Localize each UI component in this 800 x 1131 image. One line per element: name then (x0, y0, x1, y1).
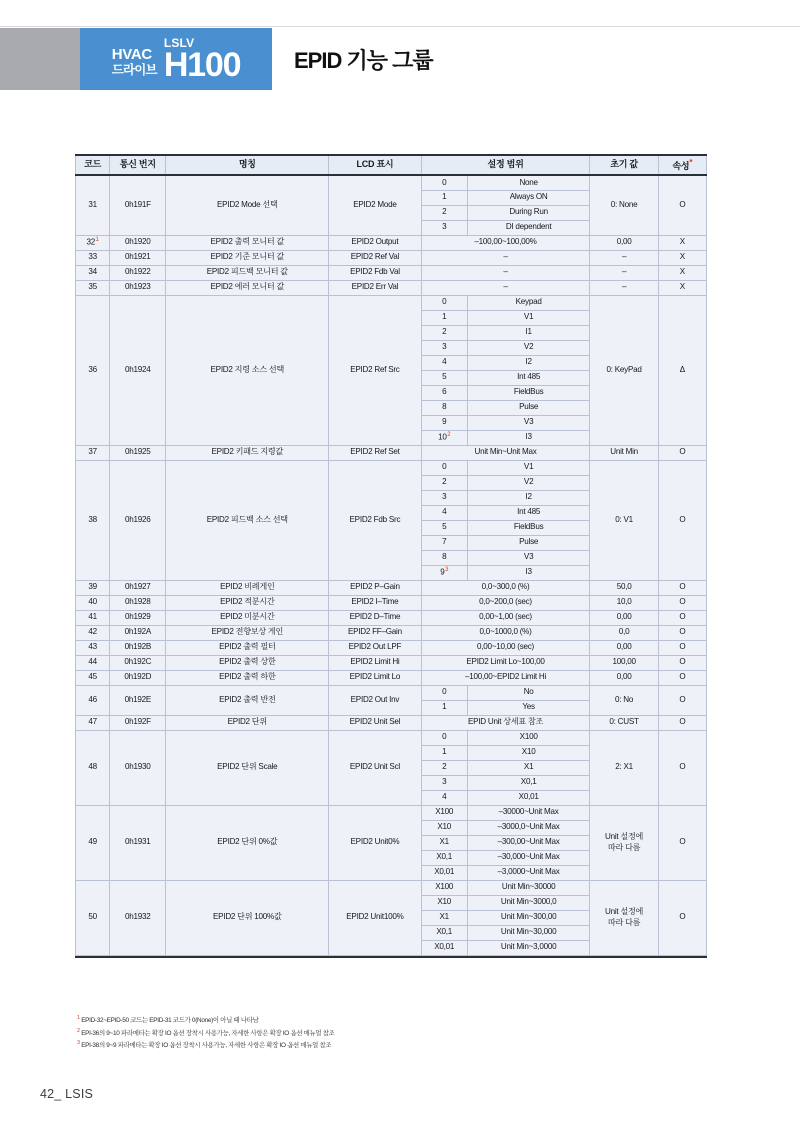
attribute-header-text: 속성 (672, 160, 690, 171)
cell-setting-range: – (421, 265, 590, 280)
cell-comm-address: 0h192E (110, 685, 166, 715)
cell-name: EPID2 피드백 소스 선택 (166, 460, 329, 580)
cell-comm-address: 0h1929 (110, 610, 166, 625)
cell-attribute: O (658, 670, 706, 685)
cell-attribute: X (658, 250, 706, 265)
cell-initial-value: 0,00 (590, 610, 658, 625)
cell-comm-address: 0h1924 (110, 295, 166, 445)
column-header-initial-value: 초기 값 (590, 155, 658, 175)
page-header (0, 28, 800, 90)
table-row (76, 880, 707, 895)
cell-initial-value: – (590, 280, 658, 295)
cell-comm-address: 0h1930 (110, 730, 166, 805)
table-row (76, 280, 707, 295)
cell-comm-address: 0h192A (110, 625, 166, 640)
cell-option-value: –300,00~Unit Max (467, 835, 590, 850)
table-row (76, 580, 707, 595)
cell-code: 40 (76, 595, 110, 610)
cell-comm-address: 0h192D (110, 670, 166, 685)
cell-code: $32^1$ (76, 235, 110, 250)
cell-name: EPID2 비례게인 (166, 580, 329, 595)
cell-option-value: X10 (467, 745, 590, 760)
cell-option-number: $10^2$ (421, 430, 467, 445)
cell-option-value: V2 (467, 475, 590, 490)
cell-initial-value: 0: V1 (590, 460, 658, 580)
cell-initial-value: 0: None (590, 175, 658, 235)
cell-comm-address: 0h1932 (110, 880, 166, 955)
cell-setting-range: 0,00~1,00 (sec) (421, 610, 590, 625)
cell-initial-value: 0,0 (590, 625, 658, 640)
footnote-superscript: 3 (445, 567, 449, 574)
cell-initial-value: Unit 설정에 따라 다름 (590, 880, 658, 955)
cell-option-value: No (467, 685, 590, 700)
column-header-name: 명칭 (166, 155, 329, 175)
cell-lcd-display: EPID2 Out LPF (329, 640, 421, 655)
cell-attribute: O (658, 685, 706, 715)
spec-table-container (75, 154, 707, 958)
cell-option-number: 3 (421, 220, 467, 235)
cell-option-number: 2 (421, 760, 467, 775)
table-row (76, 730, 707, 745)
cell-option-value: Unit Min~30,000 (467, 925, 590, 940)
cell-option-value: Unit Min~30000 (467, 880, 590, 895)
cell-setting-range: –100,00~100,00% (421, 235, 590, 250)
column-header-attribute (658, 155, 706, 175)
cell-setting-range: 0,0~200,0 (sec) (421, 595, 590, 610)
cell-option-value: FieldBus (467, 385, 590, 400)
cell-option-number: 3 (421, 340, 467, 355)
footnote-item (77, 1027, 717, 1040)
footnote-superscript: 2 (447, 432, 451, 439)
cell-attribute: O (658, 805, 706, 880)
cell-code: 38 (76, 460, 110, 580)
cell-name: EPID2 Mode 선택 (166, 175, 329, 235)
cell-option-number: X10 (421, 820, 467, 835)
cell-option-number: X0,1 (421, 925, 467, 940)
page-title: EPID 기능 그룹 (294, 47, 433, 73)
cell-option-number: 0 (421, 295, 467, 310)
cell-option-value: During Run (467, 205, 590, 220)
cell-option-number: X10 (421, 895, 467, 910)
table-body (76, 175, 707, 955)
header-top-rule (0, 26, 800, 27)
cell-attribute: O (658, 580, 706, 595)
cell-comm-address: 0h191F (110, 175, 166, 235)
header-gray-tab (0, 28, 80, 90)
footnote-item (77, 1014, 717, 1027)
cell-code: 33 (76, 250, 110, 265)
cell-option-number: 0 (421, 175, 467, 190)
cell-attribute: O (658, 595, 706, 610)
footnote-marker: 1 (77, 1015, 80, 1021)
cell-option-value: I2 (467, 355, 590, 370)
column-header-setting-range: 설정 범위 (421, 155, 590, 175)
cell-option-value: V1 (467, 460, 590, 475)
footnote-text: EPI-38의 9~9 파라메타는 확장 IO 옵션 장착시 사용가능, 자세한 사항은 확장 IO 옵션 매뉴얼 참조 (81, 1042, 332, 1050)
cell-attribute: O (658, 655, 706, 670)
cell-option-value: V3 (467, 415, 590, 430)
cell-code: 44 (76, 655, 110, 670)
cell-option-number: 0 (421, 730, 467, 745)
cell-attribute: O (658, 460, 706, 580)
table-row (76, 595, 707, 610)
table-row (76, 235, 707, 250)
cell-setting-range: EPID Unit 상세표 참조 (421, 715, 590, 730)
cell-lcd-display: EPID2 Limit Lo (329, 670, 421, 685)
cell-initial-value: 0: KeyPad (590, 295, 658, 445)
cell-option-value: Unit Min~3000,0 (467, 895, 590, 910)
cell-option-number: 5 (421, 520, 467, 535)
cell-option-value: V3 (467, 550, 590, 565)
attribute-footnote-asterisk: * (689, 157, 693, 167)
table-bottom-rule (75, 956, 707, 958)
cell-attribute: O (658, 175, 706, 235)
brand-right-block (163, 35, 241, 84)
column-header-comm-address: 통신 번지 (110, 155, 166, 175)
cell-lcd-display: EPID2 Unit Scl (329, 730, 421, 805)
epid-parameter-table (75, 154, 707, 956)
header-title-area (272, 28, 800, 90)
cell-option-value: Keypad (467, 295, 590, 310)
table-row (76, 265, 707, 280)
cell-code: 39 (76, 580, 110, 595)
cell-initial-value: – (590, 250, 658, 265)
cell-option-value: X0,1 (467, 775, 590, 790)
cell-comm-address: 0h1927 (110, 580, 166, 595)
cell-lcd-display: EPID2 Fdb Src (329, 460, 421, 580)
cell-comm-address: 0h1928 (110, 595, 166, 610)
cell-option-number: 1 (421, 190, 467, 205)
cell-code: 48 (76, 730, 110, 805)
footnote-text: EPID-32~EPID-50 코드는 EPID-31 코드가 0(None)이 아닐 때 나타남 (81, 1017, 259, 1025)
cell-option-value: –30,000~Unit Max (467, 850, 590, 865)
cell-option-number: X100 (421, 880, 467, 895)
cell-option-number: 0 (421, 685, 467, 700)
cell-option-number: 3 (421, 775, 467, 790)
cell-name: EPID2 출력 반전 (166, 685, 329, 715)
cell-name: EPID2 출력 하한 (166, 670, 329, 685)
cell-code: 41 (76, 610, 110, 625)
cell-option-number: 0 (421, 460, 467, 475)
cell-option-value: V2 (467, 340, 590, 355)
cell-option-number: X0,1 (421, 850, 467, 865)
cell-setting-range: 0,0~1000,0 (%) (421, 625, 590, 640)
cell-option-value: Unit Min~300,00 (467, 910, 590, 925)
cell-setting-range: 0,0~300,0 (%) (421, 580, 590, 595)
cell-option-value: –3000,0~Unit Max (467, 820, 590, 835)
cell-setting-range: EPID2 Limit Lo~100,00 (421, 655, 590, 670)
cell-name: EPID2 에러 모니터 값 (166, 280, 329, 295)
cell-initial-value: 0,00 (590, 640, 658, 655)
brand-drive-label: 드라이브 (111, 63, 157, 78)
cell-attribute: X (658, 265, 706, 280)
cell-initial-value: – (590, 265, 658, 280)
page-number-label: 42_ LSIS (40, 1087, 94, 1101)
footnote-marker: 3 (77, 1040, 80, 1047)
table-row (76, 610, 707, 625)
cell-name: EPID2 적분시간 (166, 595, 329, 610)
cell-option-number: 8 (421, 400, 467, 415)
cell-lcd-display: EPID2 Unit0% (329, 805, 421, 880)
brand-lslv-label: LSLV (163, 35, 195, 50)
table-row (76, 715, 707, 730)
cell-name: EPID2 단위 (166, 715, 329, 730)
cell-attribute: X (658, 235, 706, 250)
cell-name: EPID2 피드백 모니터 값 (166, 265, 329, 280)
cell-option-value: Pulse (467, 400, 590, 415)
cell-option-value: Pulse (467, 535, 590, 550)
cell-option-number: X100 (421, 805, 467, 820)
footnote-superscript: 1 (95, 237, 99, 244)
cell-name: EPID2 키패드 지령값 (166, 445, 329, 460)
brand-left-block (112, 41, 157, 78)
cell-option-number: 1 (421, 310, 467, 325)
cell-setting-range: Unit Min~Unit Max (421, 445, 590, 460)
cell-initial-value: 100,00 (590, 655, 658, 670)
table-row (76, 670, 707, 685)
cell-initial-value: 2: X1 (590, 730, 658, 805)
cell-name: EPID2 지령 소스 선택 (166, 295, 329, 445)
cell-option-number: 5 (421, 370, 467, 385)
cell-option-number: 6 (421, 385, 467, 400)
cell-lcd-display: EPID2 Ref Set (329, 445, 421, 460)
cell-attribute: X (658, 280, 706, 295)
cell-option-number: 8 (421, 550, 467, 565)
footnote-text: EPI-36의 9~10 파라메타는 확장 IO 옵션 장착시 사용가능, 자세한 사항은 확장 IO 옵션 매뉴얼 참조 (81, 1029, 335, 1037)
cell-option-value: Yes (467, 700, 590, 715)
table-header-row (76, 155, 707, 175)
cell-lcd-display: EPID2 Unit Sel (329, 715, 421, 730)
cell-initial-value: 0,00 (590, 670, 658, 685)
cell-comm-address: 0h1920 (110, 235, 166, 250)
cell-code: 37 (76, 445, 110, 460)
cell-initial-value: 50,0 (590, 580, 658, 595)
table-row (76, 805, 707, 820)
cell-code: 36 (76, 295, 110, 445)
cell-attribute: O (658, 610, 706, 625)
table-row (76, 250, 707, 265)
cell-comm-address: 0h1921 (110, 250, 166, 265)
cell-lcd-display: EPID2 Ref Val (329, 250, 421, 265)
cell-comm-address: 0h192B (110, 640, 166, 655)
cell-initial-value: 10,0 (590, 595, 658, 610)
cell-name: EPID2 전향보상 게인 (166, 625, 329, 640)
cell-option-value: Always ON (467, 190, 590, 205)
cell-code: 50 (76, 880, 110, 955)
table-row (76, 655, 707, 670)
cell-lcd-display: EPID2 Output (329, 235, 421, 250)
cell-lcd-display: EPID2 FF–Gain (329, 625, 421, 640)
footnote-list (77, 1014, 717, 1052)
cell-name: EPID2 출력 필터 (166, 640, 329, 655)
cell-initial-value: Unit Min (590, 445, 658, 460)
cell-option-number: X0,01 (421, 940, 467, 955)
cell-lcd-display: EPID2 P–Gain (329, 580, 421, 595)
cell-option-number: 7 (421, 535, 467, 550)
table-row (76, 295, 707, 310)
cell-comm-address: 0h1926 (110, 460, 166, 580)
brand-hvac-label: HVAC (111, 45, 152, 63)
cell-option-value: I3 (467, 430, 590, 445)
cell-option-number: 9 (421, 415, 467, 430)
cell-lcd-display: EPID2 Unit100% (329, 880, 421, 955)
cell-attribute: Δ (658, 295, 706, 445)
cell-option-number: X1 (421, 910, 467, 925)
cell-name: EPID2 출력 모니터 값 (166, 235, 329, 250)
cell-setting-range: 0,00~10,00 (sec) (421, 640, 590, 655)
cell-option-number: 4 (421, 355, 467, 370)
cell-option-value: X0,01 (467, 790, 590, 805)
cell-name: EPID2 미분시간 (166, 610, 329, 625)
cell-option-number: 1 (421, 745, 467, 760)
cell-initial-value: Unit 설정에 따라 다름 (590, 805, 658, 880)
cell-code: 42 (76, 625, 110, 640)
product-brand-badge (80, 28, 272, 90)
cell-lcd-display: EPID2 Ref Src (329, 295, 421, 445)
cell-option-value: I1 (467, 325, 590, 340)
cell-name: EPID2 단위 100%값 (166, 880, 329, 955)
cell-lcd-display: EPID2 Out Inv (329, 685, 421, 715)
cell-option-number: 2 (421, 205, 467, 220)
cell-lcd-display: EPID2 Fdb Val (329, 265, 421, 280)
cell-attribute: O (658, 880, 706, 955)
cell-code: 49 (76, 805, 110, 880)
cell-option-number: 2 (421, 325, 467, 340)
table-row (76, 175, 707, 190)
page-footer (40, 1087, 93, 1101)
column-header-lcd-display: LCD 표시 (329, 155, 421, 175)
cell-option-value: –30000~Unit Max (467, 805, 590, 820)
cell-lcd-display: EPID2 D–Time (329, 610, 421, 625)
table-header (76, 155, 707, 175)
cell-option-number: 2 (421, 475, 467, 490)
cell-option-value: V1 (467, 310, 590, 325)
cell-option-value: Int 485 (467, 505, 590, 520)
cell-setting-range: –100,00~EPID2 Limit Hi (421, 670, 590, 685)
cell-code: 34 (76, 265, 110, 280)
cell-option-value: DI dependent (467, 220, 590, 235)
brand-model-label: H100 (163, 45, 241, 84)
cell-option-value: I2 (467, 490, 590, 505)
cell-comm-address: 0h192F (110, 715, 166, 730)
cell-attribute: O (658, 730, 706, 805)
footnote-marker: 2 (77, 1027, 80, 1034)
cell-initial-value: 0: CUST (590, 715, 658, 730)
cell-attribute: O (658, 640, 706, 655)
cell-option-number: 4 (421, 790, 467, 805)
cell-comm-address: 0h192C (110, 655, 166, 670)
cell-comm-address: 0h1923 (110, 280, 166, 295)
cell-code: 43 (76, 640, 110, 655)
cell-lcd-display: EPID2 I–Time (329, 595, 421, 610)
footnote-item (77, 1039, 717, 1052)
cell-code: 46 (76, 685, 110, 715)
cell-option-value: –3,0000~Unit Max (467, 865, 590, 880)
cell-attribute: O (658, 625, 706, 640)
cell-setting-range: – (421, 250, 590, 265)
cell-comm-address: 0h1925 (110, 445, 166, 460)
table-row (76, 445, 707, 460)
cell-initial-value: 0: No (590, 685, 658, 715)
table-row (76, 460, 707, 475)
cell-option-number: 3 (421, 490, 467, 505)
column-header-code: 코드 (76, 155, 110, 175)
cell-name: EPID2 기준 모니터 값 (166, 250, 329, 265)
cell-option-number: X0,01 (421, 865, 467, 880)
cell-attribute: O (658, 715, 706, 730)
cell-setting-range: – (421, 280, 590, 295)
table-row (76, 625, 707, 640)
cell-name: EPID2 단위 Scale (166, 730, 329, 805)
cell-option-value: Int 485 (467, 370, 590, 385)
cell-option-value: FieldBus (467, 520, 590, 535)
table-row (76, 685, 707, 700)
cell-code: 35 (76, 280, 110, 295)
cell-option-value: X100 (467, 730, 590, 745)
cell-code: 45 (76, 670, 110, 685)
table-row (76, 640, 707, 655)
cell-option-number: $9^3$ (421, 565, 467, 580)
cell-code: 47 (76, 715, 110, 730)
cell-option-value: X1 (467, 760, 590, 775)
cell-attribute: O (658, 445, 706, 460)
cell-option-number: 4 (421, 505, 467, 520)
cell-code: 31 (76, 175, 110, 235)
cell-comm-address: 0h1922 (110, 265, 166, 280)
cell-name: EPID2 출력 상한 (166, 655, 329, 670)
cell-lcd-display: EPID2 Limit Hi (329, 655, 421, 670)
cell-lcd-display: EPID2 Err Val (329, 280, 421, 295)
cell-name: EPID2 단위 0%값 (166, 805, 329, 880)
cell-option-value: Unit Min~3,0000 (467, 940, 590, 955)
cell-comm-address: 0h1931 (110, 805, 166, 880)
cell-option-number: X1 (421, 835, 467, 850)
cell-lcd-display: EPID2 Mode (329, 175, 421, 235)
cell-option-value: None (467, 175, 590, 190)
cell-initial-value: 0,00 (590, 235, 658, 250)
cell-option-number: 1 (421, 700, 467, 715)
cell-option-value: I3 (467, 565, 590, 580)
